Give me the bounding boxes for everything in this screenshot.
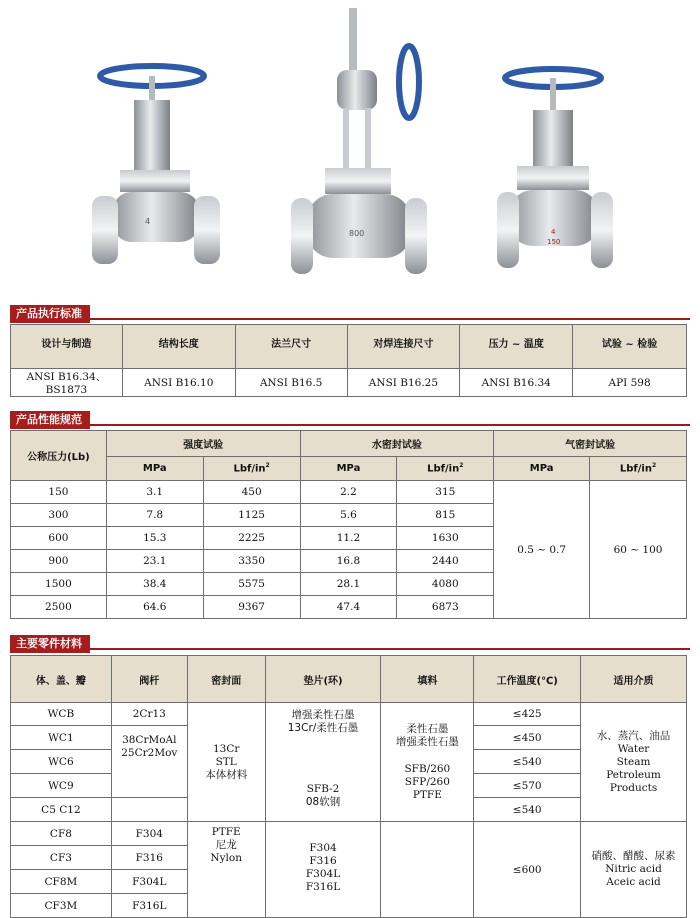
header-cell: 体、盖、瓣	[11, 656, 112, 703]
header-cell: 工作温度(℃)	[474, 656, 581, 703]
unit-header: Lbf/$in^2$	[203, 457, 300, 481]
product-photos	[0, 0, 700, 296]
seal-face-material: PTFE	[211, 826, 241, 838]
svg-text:4: 4	[551, 228, 556, 236]
temperature-cell: ≤450	[474, 726, 581, 750]
header-cell: 垫片(环)	[265, 656, 381, 703]
pressure-class: 150	[11, 481, 107, 504]
section-heading-standards	[10, 302, 690, 320]
value-cell: 2225	[203, 527, 300, 550]
svg-text:150: 150	[547, 238, 561, 246]
value-cell: 1125	[203, 504, 300, 527]
packing-cell-1	[381, 703, 474, 822]
temperature-cell: ≤570	[474, 774, 581, 798]
packing-material: 柔性石墨	[406, 723, 449, 735]
pressure-class: 900	[11, 550, 107, 573]
air-lbf-cell: 60 ~ 100	[590, 481, 687, 619]
temperature-cell: ≤540	[474, 798, 581, 822]
packing-material: 增强柔性石墨	[395, 736, 459, 748]
gasket-material: 13Cr/柔性石墨	[287, 722, 359, 734]
media-label-en: Aceic acid	[606, 876, 661, 888]
media-label-en: Petroleum	[606, 768, 661, 781]
header-cell: 填料	[381, 656, 474, 703]
value-cell: ANSI B16.34、BS1873	[11, 369, 123, 397]
section-title: 产品执行标准	[10, 305, 90, 323]
stem-material: F304	[111, 822, 187, 846]
value-cell: 1630	[397, 527, 494, 550]
section-title: 产品性能规范	[10, 411, 90, 429]
value-cell: 5575	[203, 573, 300, 596]
stem-material-empty	[111, 798, 187, 822]
air-mpa-cell: 0.5 ~ 0.7	[494, 481, 590, 619]
header-cell: 结构长度	[122, 325, 235, 369]
media-label-en: Products	[609, 781, 658, 794]
value-cell: 4080	[397, 573, 494, 596]
svg-text:800: 800	[349, 229, 365, 238]
value-cell: 64.6	[106, 596, 203, 619]
body-material: WC9	[11, 774, 112, 798]
value-cell: 2.2	[300, 481, 397, 504]
value-cell: ANSI B16.34	[460, 369, 573, 397]
value-cell: 9367	[203, 596, 300, 619]
pressure-class: 2500	[11, 596, 107, 619]
value-cell: 15.3	[106, 527, 203, 550]
value-cell: 16.8	[300, 550, 397, 573]
value-cell: 315	[397, 481, 494, 504]
value-cell: 2440	[397, 550, 494, 573]
gasket-material: F304	[309, 842, 337, 854]
value-cell: 11.2	[300, 527, 397, 550]
value-cell: API 598	[573, 369, 687, 397]
body-material: WC1	[11, 726, 112, 750]
seal-face-cell-2	[187, 822, 265, 918]
gasket-material: 增强柔性石墨	[291, 709, 355, 721]
gasket-material: F316	[309, 855, 337, 867]
value-cell: 450	[203, 481, 300, 504]
unit-header: Lbf/$in^2$	[397, 457, 494, 481]
value-cell: 6873	[397, 596, 494, 619]
body-material: CF8M	[11, 870, 112, 894]
body-material: CF3M	[11, 894, 112, 918]
temperature-cell: ≤600	[474, 822, 581, 918]
value-cell: 38.4	[106, 573, 203, 596]
gasket-material: F304L	[305, 868, 341, 880]
value-cell: ANSI B16.10	[122, 369, 235, 397]
header-cell: 压力 ~ 温度	[460, 325, 573, 369]
strength-test-header: 强度试验	[106, 431, 300, 457]
value-cell: 3.1	[106, 481, 203, 504]
section-title: 主要零件材料	[10, 635, 90, 653]
gasket-material: 08软钢	[305, 796, 341, 808]
unit-header: Lbf/$in^2$	[590, 457, 687, 481]
pressure-class: 1500	[11, 573, 107, 596]
stem-material: 38CrMoAl	[122, 734, 177, 746]
seal-face-cell-1	[187, 703, 265, 822]
performance-table	[10, 430, 687, 619]
value-cell: 3350	[203, 550, 300, 573]
section-heading-performance	[10, 408, 690, 426]
body-material: C5 C12	[11, 798, 112, 822]
media-label-cn: 硝酸、醋酸、尿素	[591, 850, 676, 862]
gasket-cell-2	[265, 822, 381, 918]
stem-material-alloy	[111, 726, 187, 798]
body-material: CF3	[11, 846, 112, 870]
media-label-cn: 水、蒸汽、油品	[596, 729, 671, 742]
media-label-en: Nitric acid	[605, 863, 662, 875]
gate-valve-image-2	[285, 8, 435, 278]
header-cell: 对焊连接尺寸	[347, 325, 460, 369]
stem-material: F316L	[111, 894, 187, 918]
packing-cell-2	[381, 822, 474, 918]
packing-material: SFP/260	[404, 776, 450, 788]
pressure-header: 公称压力(Lb)	[11, 431, 107, 481]
svg-text:4: 4	[145, 217, 151, 226]
media-cell-2	[581, 822, 687, 918]
value-cell: 7.8	[106, 504, 203, 527]
standards-table	[10, 324, 687, 397]
water-test-header: 水密封试验	[300, 431, 494, 457]
value-cell: 23.1	[106, 550, 203, 573]
body-material: WCB	[11, 703, 112, 726]
materials-table	[10, 655, 687, 918]
header-cell: 密封面	[187, 656, 265, 703]
stem-material: F304L	[111, 870, 187, 894]
unit-header: MPa	[300, 457, 397, 481]
seal-face-material: Nylon	[210, 852, 242, 864]
gasket-material: SFB-2	[306, 783, 340, 795]
value-cell: ANSI B16.25	[347, 369, 460, 397]
gate-valve-image-1	[90, 60, 230, 270]
media-cell-1	[581, 703, 687, 822]
header-cell: 试验 ~ 检验	[573, 325, 687, 369]
value-cell: 5.6	[300, 504, 397, 527]
header-cell: 设计与制造	[11, 325, 123, 369]
value-cell: 28.1	[300, 573, 397, 596]
unit-header: MPa	[494, 457, 590, 481]
section-heading-materials	[10, 632, 690, 650]
packing-material: PTFE	[412, 789, 442, 801]
media-label-en: Steam	[616, 755, 651, 768]
temperature-cell: ≤425	[474, 703, 581, 726]
temperature-cell: ≤540	[474, 750, 581, 774]
table-row	[11, 481, 687, 504]
value-cell: 47.4	[300, 596, 397, 619]
seal-face-material: 本体材料	[205, 768, 248, 781]
header-cell: 适用介质	[581, 656, 687, 703]
gasket-material: F316L	[305, 881, 341, 893]
body-material: WC6	[11, 750, 112, 774]
value-cell: ANSI B16.5	[235, 369, 347, 397]
header-cell: 法兰尺寸	[235, 325, 347, 369]
media-label-en: Water	[617, 742, 650, 755]
seal-face-material: 尼龙	[215, 839, 237, 851]
body-material: CF8	[11, 822, 112, 846]
globe-valve-image	[495, 66, 620, 276]
header-cell: 阀杆	[111, 656, 187, 703]
packing-material: SFB/260	[404, 763, 451, 775]
stem-material: 25Cr2Mov	[121, 747, 178, 759]
pressure-class: 300	[11, 504, 107, 527]
pressure-class: 600	[11, 527, 107, 550]
seal-face-material: 13Cr	[212, 742, 240, 755]
air-test-header: 气密封试验	[494, 431, 687, 457]
stem-material: F316	[111, 846, 187, 870]
value-cell: 815	[397, 504, 494, 527]
gasket-cell-1	[265, 703, 381, 822]
unit-header: MPa	[106, 457, 203, 481]
stem-material: 2Cr13	[111, 703, 187, 726]
seal-face-material: STL	[215, 755, 237, 768]
